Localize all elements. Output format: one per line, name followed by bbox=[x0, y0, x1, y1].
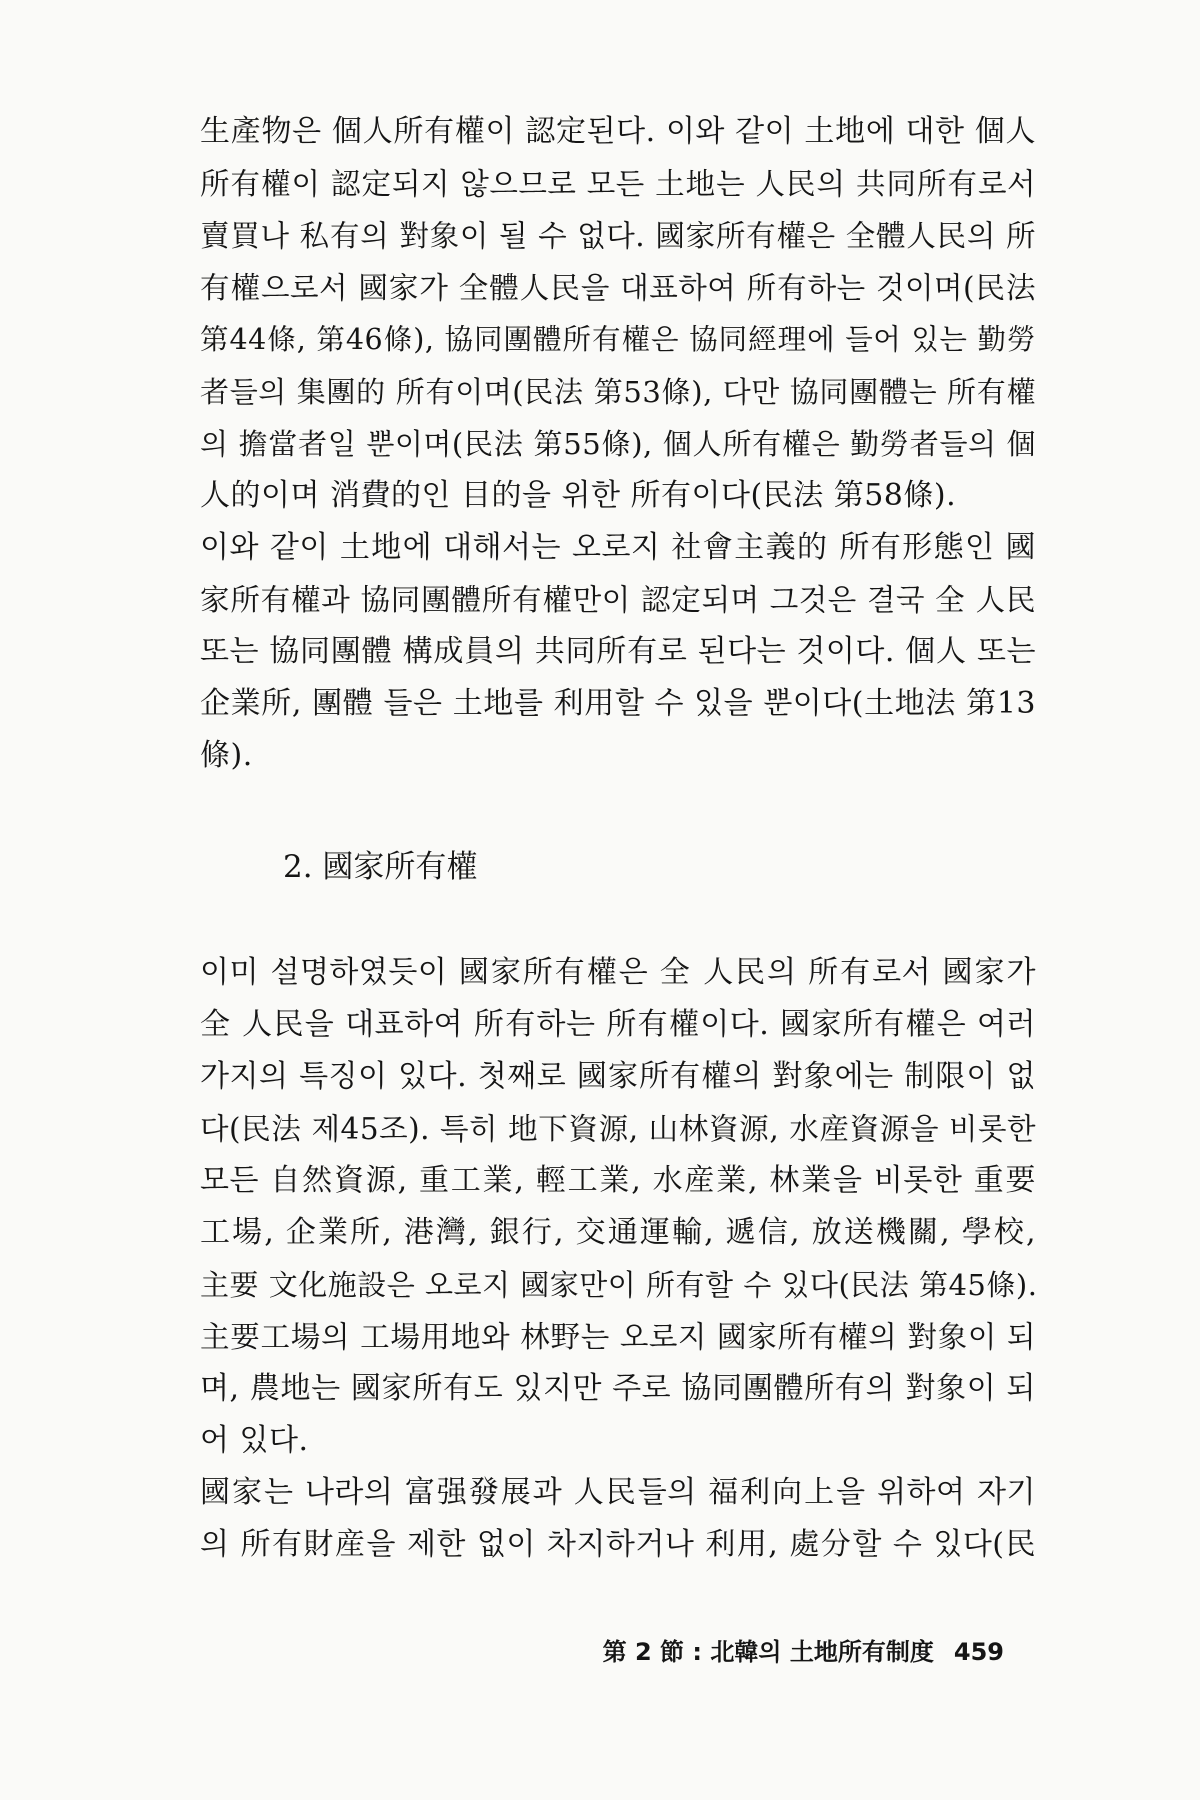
footer-section-label: 第 2 節 : 北韓의 土地所有制度 bbox=[602, 1638, 934, 1666]
paragraph bbox=[200, 106, 1036, 522]
text-line: 企業所, 團體 들은 土地를 利用할 수 있을 뿐이다(土地法 第13 bbox=[200, 686, 1036, 721]
page-number: 459 bbox=[953, 1638, 1004, 1666]
section-heading: 2. 國家所有權 bbox=[283, 849, 478, 885]
text-line: 人的이며 消費的인 目的을 위한 所有이다(民法 第58條). bbox=[200, 478, 957, 513]
text-line: 第44條, 第46條), 協同團體所有權은 協同經理에 들어 있는 勤勞 bbox=[200, 323, 1036, 356]
text-line: 工場, 企業所, 港灣, 銀行, 交通運輸, 遞信, 放送機關, 學校, bbox=[200, 1215, 1036, 1250]
text-line: 다(民法 제45조). 특히 地下資源, 山林資源, 水産資源을 비롯한 bbox=[200, 1112, 1036, 1146]
text-line: 所有權이 認定되지 않으므로 모든 土地는 人民의 共同所有로서 bbox=[200, 167, 1036, 201]
body-text-bottom bbox=[200, 947, 1036, 1571]
text-line: 條). bbox=[200, 738, 253, 773]
text-line: 賣買나 私有의 對象이 될 수 없다. 國家所有權은 全體人民의 所 bbox=[200, 219, 1036, 253]
text-line: 며, 農地는 國家所有도 있지만 주로 協同團體所有의 對象이 되 bbox=[200, 1371, 1036, 1406]
text-line: 主要 文化施設은 오로지 國家만이 所有할 수 있다(民法 第45條). bbox=[200, 1268, 1038, 1302]
text-line: 全 人民을 대표하여 所有하는 所有權이다. 國家所有權은 여러 bbox=[200, 1007, 1036, 1042]
text-line: 가지의 특징이 있다. 첫째로 國家所有權의 對象에는 制限이 없 bbox=[200, 1059, 1036, 1094]
paragraph bbox=[200, 1467, 1036, 1571]
text-line: 家所有權과 協同團體所有權만이 認定되며 그것은 결국 全 人民 bbox=[200, 583, 1036, 617]
text-line: 어 있다. bbox=[200, 1423, 309, 1458]
body-text-top bbox=[200, 106, 1036, 782]
text-line: 生產物은 個人所有權이 認定된다. 이와 같이 土地에 대한 個人 bbox=[200, 114, 1036, 149]
text-line: 者들의 集團的 所有이며(民法 第53條), 다만 協同團體는 所有權 bbox=[200, 375, 1036, 409]
text-line: 또는 協同團體 構成員의 共同所有로 된다는 것이다. 個人 또는 bbox=[200, 634, 1036, 669]
text-line: 主要工場의 工場用地와 林野는 오로지 國家所有權의 對象이 되 bbox=[200, 1320, 1036, 1354]
text-line: 有權으로서 國家가 全體人民을 대표하여 所有하는 것이며(民法 bbox=[200, 271, 1036, 305]
text-line: 의 所有財産을 제한 없이 차지하거나 利用, 處分할 수 있다(民 bbox=[200, 1527, 1036, 1562]
text-line: 이미 설명하였듯이 國家所有權은 全 人民의 所有로서 國家가 bbox=[200, 955, 1036, 990]
paragraph bbox=[200, 947, 1036, 1467]
text-line: 의 擔當者일 뿐이며(民法 第55條), 個人所有權은 勤勞者들의 個 bbox=[200, 427, 1036, 461]
text-line: 國家는 나라의 富强發展과 人民들의 福利向上을 위하여 자기 bbox=[200, 1475, 1036, 1510]
text-line: 모든 自然資源, 重工業, 輕工業, 水産業, 林業을 비롯한 重要 bbox=[200, 1163, 1036, 1198]
paragraph bbox=[200, 522, 1036, 782]
running-footer bbox=[603, 1632, 1004, 1672]
text-line: 이와 같이 土地에 대해서는 오로지 社會主義的 所有形態인 國 bbox=[200, 530, 1036, 565]
